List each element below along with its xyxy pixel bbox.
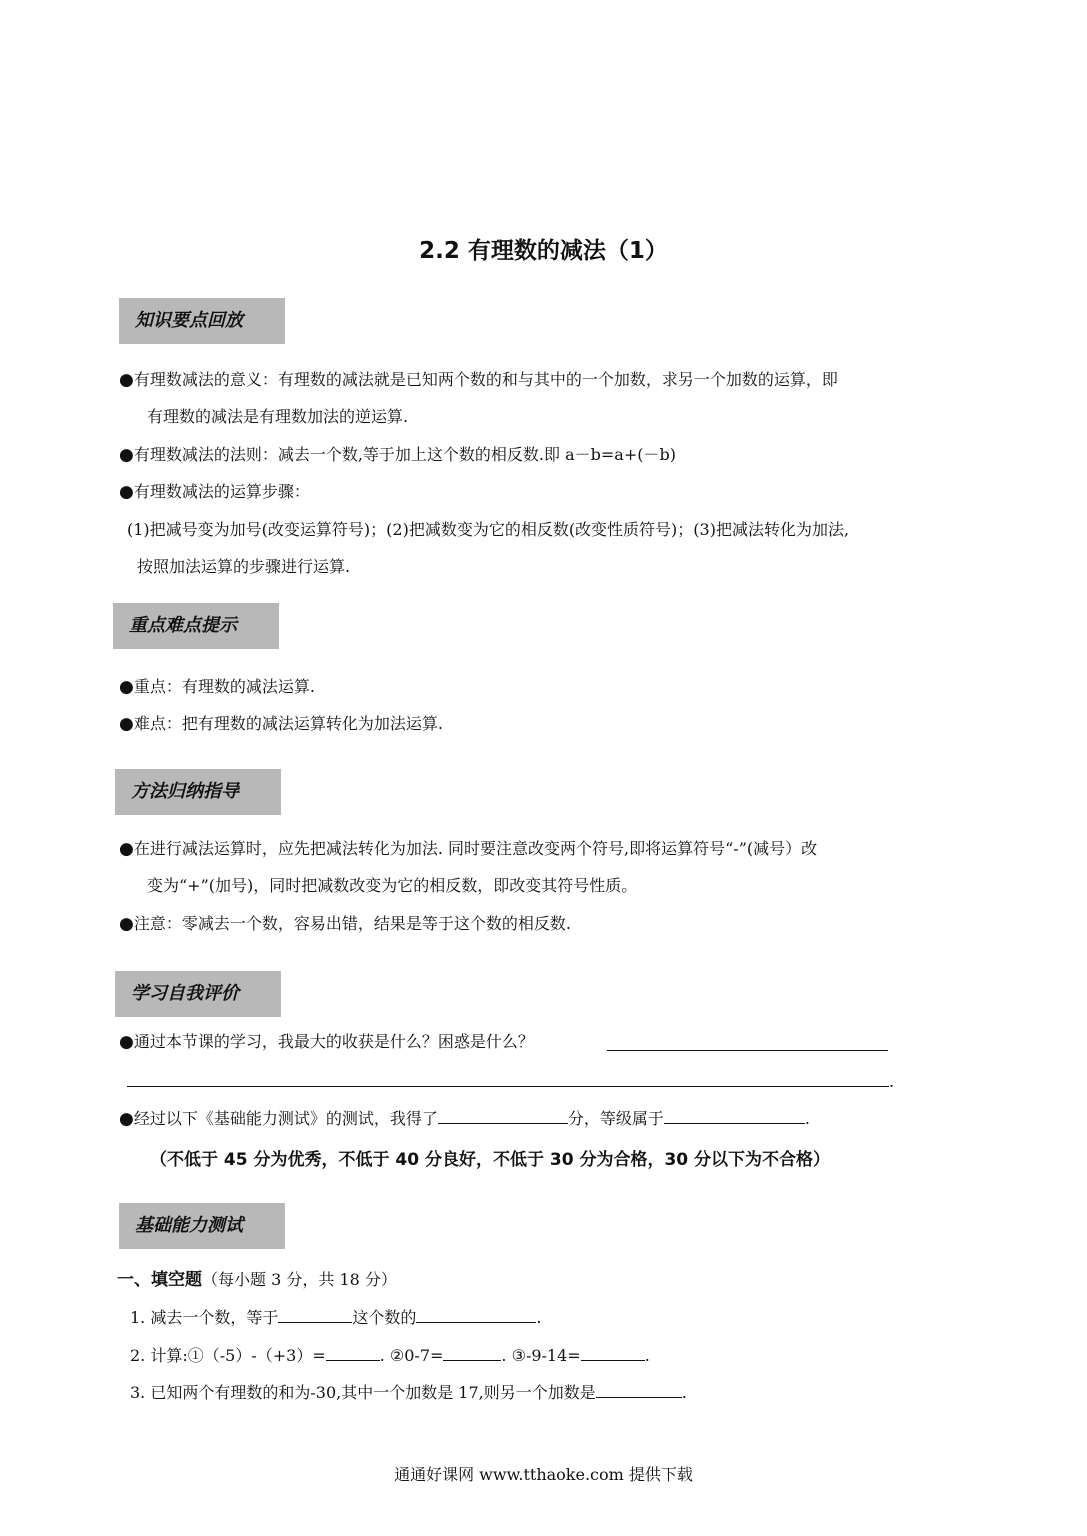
key-line-1: ●重点：有理数的减法运算. [119, 677, 315, 697]
key-line-2: ●难点：把有理数的减法运算转化为加法运算. [119, 714, 443, 734]
q2-blank-2[interactable] [443, 1344, 501, 1361]
question-3: 3. 已知两个有理数的和为-30,其中一个加数是 17,则另一个加数是 . [130, 1383, 687, 1402]
section-header-method: 方法归纳指导 [115, 769, 281, 815]
bullet-icon: ● [119, 914, 134, 934]
q3-blank[interactable] [596, 1381, 682, 1398]
knowledge-line-5: (1)把减号变为加号(改变运算符号)；(2)把减数变为它的相反数(改变性质符号)；(3)把减法转化为加法, [127, 520, 850, 539]
q2-blank-3[interactable] [581, 1344, 645, 1361]
section-header-key-points: 重点难点提示 [113, 603, 279, 649]
bullet-icon: ● [119, 1109, 134, 1129]
score-blank[interactable] [438, 1107, 568, 1124]
section-header-test: 基础能力测试 [119, 1203, 285, 1249]
q1-blank-1[interactable] [278, 1306, 352, 1323]
method-line-1: ●在进行减法运算时，应先把减法转化为加法. 同时要注意改变两个符号,即将运算符号“-”(减号）改 [119, 839, 818, 859]
bullet-icon: ● [119, 677, 134, 697]
self-eval-line-2: ●经过以下《基础能力测试》的测试，我得了 分，等级属于 . [119, 1109, 810, 1129]
section-header-self-eval: 学习自我评价 [115, 971, 281, 1017]
q2-blank-1[interactable] [326, 1344, 380, 1361]
bullet-icon: ● [119, 714, 134, 734]
answer-blank-gain[interactable] [607, 1050, 888, 1051]
bullet-icon: ● [119, 445, 134, 465]
bullet-icon: ● [119, 839, 134, 859]
bullet-icon: ● [119, 370, 134, 390]
page-title: 2.2 有理数的减法（1） [419, 238, 668, 264]
answer-blank-confusion[interactable] [127, 1086, 889, 1087]
test-heading: 一、填空题（每小题 3 分，共 18 分） [117, 1270, 397, 1290]
bullet-icon: ● [119, 482, 134, 502]
bullet-icon: ● [119, 1032, 134, 1052]
knowledge-line-2: 有理数的减法是有理数加法的逆运算. [147, 407, 409, 426]
end-dot: . [889, 1072, 895, 1091]
question-2: 2. 计算:①（-5）-（+3）= . ②0-7= . ③-9-14= . [130, 1346, 650, 1365]
knowledge-line-3: ●有理数减法的法则：减去一个数,等于加上这个数的相反数.即 a－b=a+(－b) [119, 445, 676, 465]
method-line-2: 变为“+”(加号)，同时把减数改变为它的相反数，即改变其符号性质。 [147, 876, 638, 895]
self-eval-line-1: ●通过本节课的学习，我最大的收获是什么？困惑是什么？ [119, 1032, 534, 1052]
knowledge-line-4: ●有理数减法的运算步骤： [119, 482, 310, 502]
page-footer: 通通好课网 www.tthaoke.com 提供下载 [394, 1465, 693, 1484]
section-header-knowledge: 知识要点回放 [119, 298, 285, 344]
knowledge-line-6: 按照加法运算的步骤进行运算. [137, 557, 351, 576]
grading-note: （不低于 45 分为优秀，不低于 40 分良好，不低于 30 分为合格，30 分以下为不合格） [150, 1150, 831, 1170]
knowledge-line-1: ●有理数减法的意义：有理数的减法就是已知两个数的和与其中的一个加数，求另一个加数的运算，即 [119, 370, 838, 390]
q1-blank-2[interactable] [416, 1306, 536, 1323]
grade-blank[interactable] [664, 1107, 805, 1124]
method-line-3: ●注意：零减去一个数，容易出错，结果是等于这个数的相反数. [119, 914, 571, 934]
question-1: 1. 减去一个数，等于 这个数的 . [130, 1308, 542, 1327]
